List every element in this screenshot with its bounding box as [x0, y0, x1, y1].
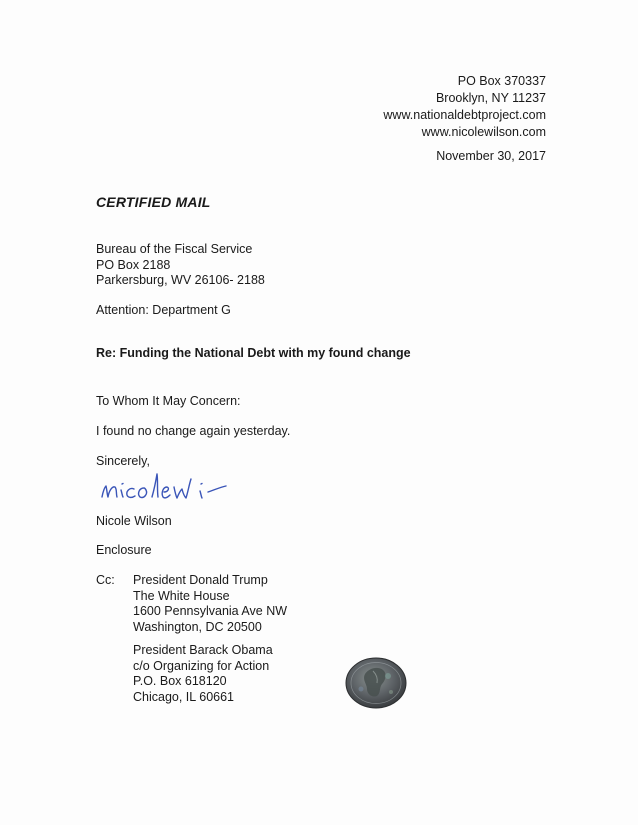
- sender-website-2: www.nicolewilson.com: [421, 125, 546, 139]
- sender-city: Brooklyn, NY 11237: [435, 91, 546, 105]
- attention-line: Attention: Department G: [96, 303, 231, 317]
- cc-recipient-line: c/o Organizing for Action: [133, 658, 270, 673]
- sender-address: [383, 73, 546, 141]
- recipient-name: Bureau of the Fiscal Service: [96, 242, 253, 256]
- cc-recipient-name: President Barack Obama: [133, 643, 273, 657]
- closing: Sincerely,: [96, 454, 150, 468]
- sender-website-1: www.nationaldebtproject.com: [383, 108, 546, 122]
- cc-recipient-line: The White House: [133, 588, 230, 603]
- subject-line: Re: Funding the National Debt with my found change: [96, 346, 411, 360]
- handwritten-signature: [100, 470, 250, 506]
- cc-recipient: [133, 573, 287, 635]
- sender-po-box: PO Box 370337: [457, 74, 546, 88]
- recipient-po-box: PO Box 2188: [96, 257, 171, 272]
- cc-recipient-line: 1600 Pennsylvania Ave NW: [133, 604, 288, 618]
- certified-mail-heading: CERTIFIED MAIL: [96, 194, 211, 210]
- enclosure-note: Enclosure: [96, 543, 152, 557]
- letter-date: November 30, 2017: [436, 149, 546, 163]
- signer-name: Nicole Wilson: [96, 514, 172, 528]
- cc-recipient-line: Washington, DC 20500: [133, 619, 262, 634]
- recipient-city: Parkersburg, WV 26106- 2188: [96, 273, 265, 287]
- salutation: To Whom It May Concern:: [96, 394, 241, 408]
- cc-label: Cc:: [96, 573, 115, 587]
- letter-body: I found no change again yesterday.: [96, 424, 291, 438]
- cc-recipient-name: President Donald Trump: [133, 573, 268, 587]
- cc-recipient-line: Chicago, IL 60661: [133, 689, 235, 704]
- cc-recipient: [133, 643, 273, 705]
- cc-recipient-line: P.O. Box 618120: [133, 674, 227, 688]
- recipient-address: [96, 242, 265, 289]
- coin-image: [343, 654, 409, 710]
